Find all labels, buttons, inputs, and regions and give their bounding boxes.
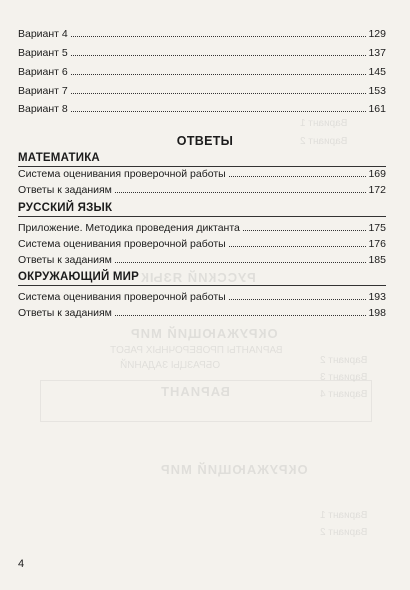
toc-entry[interactable] [18,24,386,40]
toc-entry-page: 185 [368,254,386,266]
toc-entry[interactable] [18,81,386,97]
section-title-russian: РУССКИЙ ЯЗЫК [18,202,113,214]
bleed-through-text: Вариант 1 [320,510,368,521]
toc-entry-label: Приложение. Методика проведения диктанта [18,222,240,234]
bleed-through-text: ОКРУЖАЮЩИЙ МИР [160,462,308,477]
toc-entry-label: Ответы к заданиям [18,184,112,196]
bleed-through-text: ВАРИАНТЫ ПРОВЕРОЧНЫХ РАБОТ [110,345,283,356]
toc-entry-page: 137 [368,47,386,59]
toc-entry-page: 153 [368,85,386,97]
dot-leader [71,55,367,56]
bleed-through-text: ОБРАЗЦЫ ЗАДАНИЙ [120,360,221,371]
bleed-through-text: Вариант 4 [320,389,368,400]
toc-entry[interactable] [18,234,386,250]
toc-entry-label: Вариант 6 [18,66,68,78]
section-title-world: ОКРУЖАЮЩИЙ МИР [18,271,139,283]
toc-entry-page: 169 [368,168,386,180]
toc-entry-label: Система оценивания проверочной работы [18,238,226,250]
toc-entry[interactable] [18,287,386,303]
toc-entry-label: Вариант 7 [18,85,68,97]
bleed-through-text: Вариант 2 [320,355,368,366]
dot-leader [115,262,367,263]
dot-leader [243,230,367,231]
bleed-through-text: ОКРУЖАЮЩИЙ МИР [130,326,278,341]
toc-entry[interactable] [18,303,386,319]
toc-entry-label: Вариант 4 [18,28,68,40]
toc-entry-page: 161 [368,103,386,115]
toc-entry-page: 129 [368,28,386,40]
toc-entry[interactable] [18,218,386,234]
dot-leader [115,192,367,193]
bleed-through-text: РУССКИЙ ЯЗЫК [140,270,256,285]
bleed-through-text: Вариант 2 [320,527,368,538]
toc-entry-label: Ответы к заданиям [18,254,112,266]
dot-leader [229,299,367,300]
toc-entry-label: Система оценивания проверочной работы [18,168,226,180]
dot-leader [229,176,367,177]
toc-entry-label: Вариант 8 [18,103,68,115]
dot-leader [71,74,367,75]
section-title-mathematics: МАТЕМАТИКА [18,152,100,164]
toc-entry-label: Система оценивания проверочной работы [18,291,226,303]
toc-entry[interactable] [18,43,386,59]
page-number: 4 [18,558,25,570]
bleed-through-text: Вариант 3 [320,372,368,383]
toc-entry[interactable] [18,180,386,196]
toc-entry-label: Ответы к заданиям [18,307,112,319]
toc-entry-page: 198 [368,307,386,319]
toc-entry-page: 193 [368,291,386,303]
dot-leader [115,315,367,316]
toc-entry-page: 145 [368,66,386,78]
dot-leader [229,246,367,247]
section-rule [18,285,386,286]
toc-entry[interactable] [18,250,386,266]
dot-leader [71,93,367,94]
toc-entry[interactable] [18,62,386,78]
section-rule [18,216,386,217]
bleed-through-box [40,380,372,422]
dot-leader [71,111,367,112]
toc-entry-page: 175 [368,222,386,234]
bleed-through-text: ВАРИАНТ [160,384,230,399]
toc-entry-page: 172 [368,184,386,196]
bleed-through-text: Вариант 1 [300,118,348,129]
toc-entry[interactable] [18,99,386,115]
toc-entry-page: 176 [368,238,386,250]
toc-entry[interactable] [18,164,386,180]
bleed-through-text: Вариант 2 [300,136,348,147]
toc-entry-label: Вариант 5 [18,47,68,59]
dot-leader [71,36,367,37]
answers-heading: ОТВЕТЫ [176,134,234,148]
